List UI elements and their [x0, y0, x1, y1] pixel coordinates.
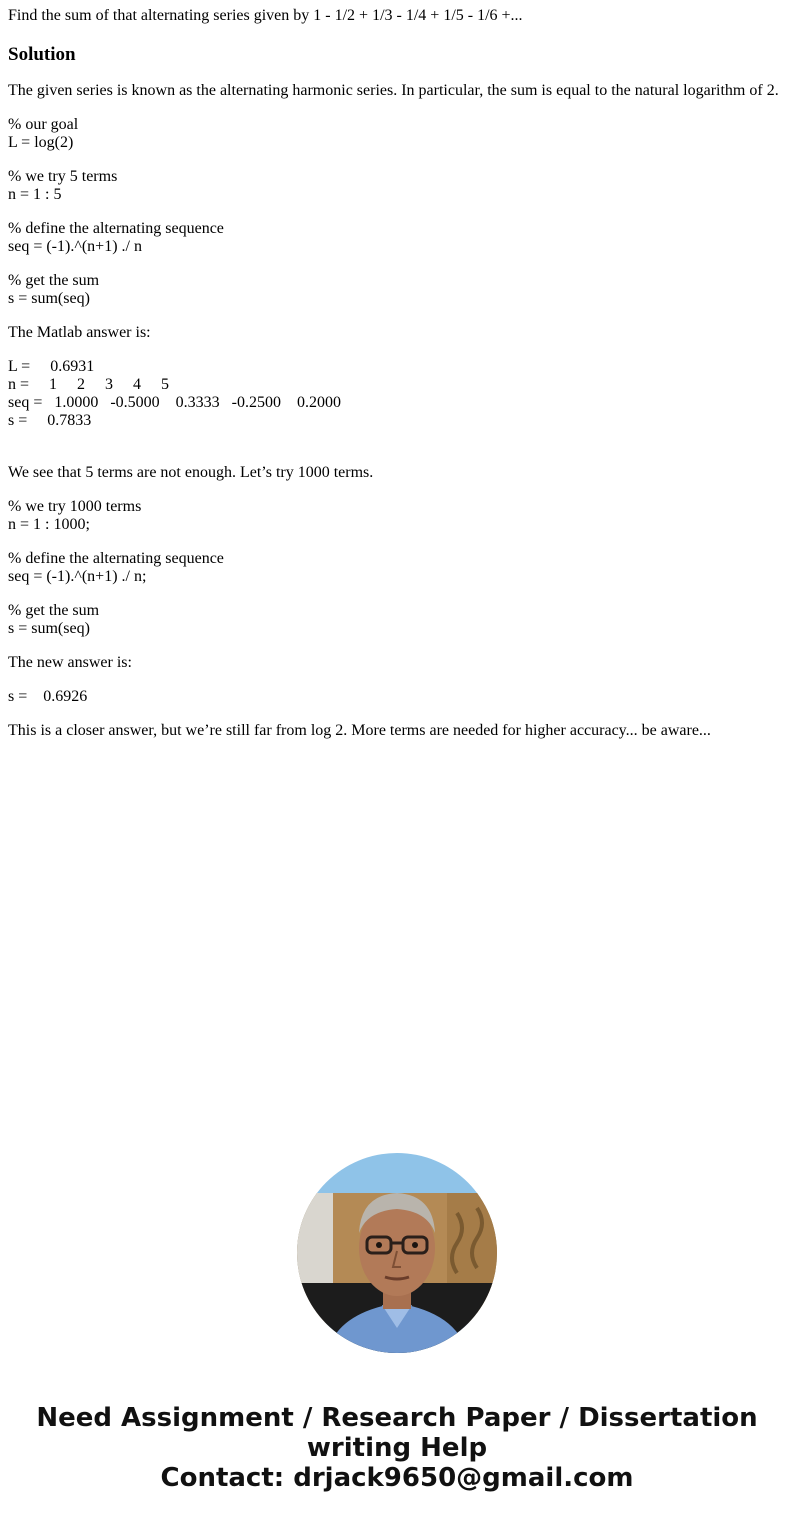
output-line: n = 1 2 3 4 5	[8, 376, 170, 393]
code-line: n = 1 : 5	[8, 186, 62, 203]
code-block	[8, 498, 786, 534]
code-line: s = sum(seq)	[8, 290, 90, 307]
tutor-photo-icon	[297, 1153, 497, 1353]
matlab-answer-label: The Matlab answer is:	[8, 324, 151, 341]
code-line: % get the sum	[8, 272, 100, 289]
avatar	[297, 1153, 497, 1353]
code-line: s = sum(seq)	[8, 620, 90, 637]
code-line: % we try 5 terms	[8, 168, 118, 185]
solution-heading: Solution	[8, 44, 76, 65]
code-line: seq = (-1).^(n+1) ./ n;	[8, 568, 147, 585]
document-body	[8, 0, 786, 740]
code-line: n = 1 : 1000;	[8, 516, 90, 533]
new-answer-label: The new answer is:	[8, 654, 132, 671]
remark-paragraph: We see that 5 terms are not enough. Let’s try 1000 terms.	[8, 464, 374, 481]
banner-line: writing Help	[306, 1433, 488, 1463]
code-line: % our goal	[8, 116, 79, 133]
code-line: seq = (-1).^(n+1) ./ n	[8, 238, 142, 255]
output-line: L = 0.6931	[8, 358, 95, 375]
code-line: % get the sum	[8, 602, 100, 619]
output-line: seq = 1.0000 -0.5000 0.3333 -0.2500 0.2000	[8, 394, 342, 411]
code-block	[8, 168, 786, 204]
code-line: % define the alternating sequence	[8, 550, 224, 567]
new-answer-output: s = 0.6926	[8, 688, 88, 705]
intro-paragraph: The given series is known as the alternating harmonic series. In particular, the sum is equal to the natural logarithm of 2.	[8, 82, 779, 99]
code-line: % we try 1000 terms	[8, 498, 142, 515]
code-block	[8, 272, 786, 308]
code-line: L = log(2)	[8, 134, 74, 151]
question-text: Find the sum of that alternating series given by 1 - 1/2 + 1/3 - 1/4 + 1/5 - 1/6 +...	[8, 7, 523, 24]
matlab-output	[8, 358, 786, 430]
banner-contact-line: Contact: drjack9650@gmail.com	[160, 1463, 634, 1493]
code-block	[8, 550, 786, 586]
code-block	[8, 116, 786, 152]
conclusion-paragraph: This is a closer answer, but we’re still far from log 2. More terms are needed for higher accuracy... be aware...	[8, 722, 711, 739]
contact-banner	[0, 1403, 794, 1493]
code-block	[8, 602, 786, 638]
output-line: s = 0.7833	[8, 412, 92, 429]
banner-line: Need Assignment / Research Paper / Dissertation	[36, 1403, 758, 1433]
code-block	[8, 220, 786, 256]
code-line: % define the alternating sequence	[8, 220, 224, 237]
